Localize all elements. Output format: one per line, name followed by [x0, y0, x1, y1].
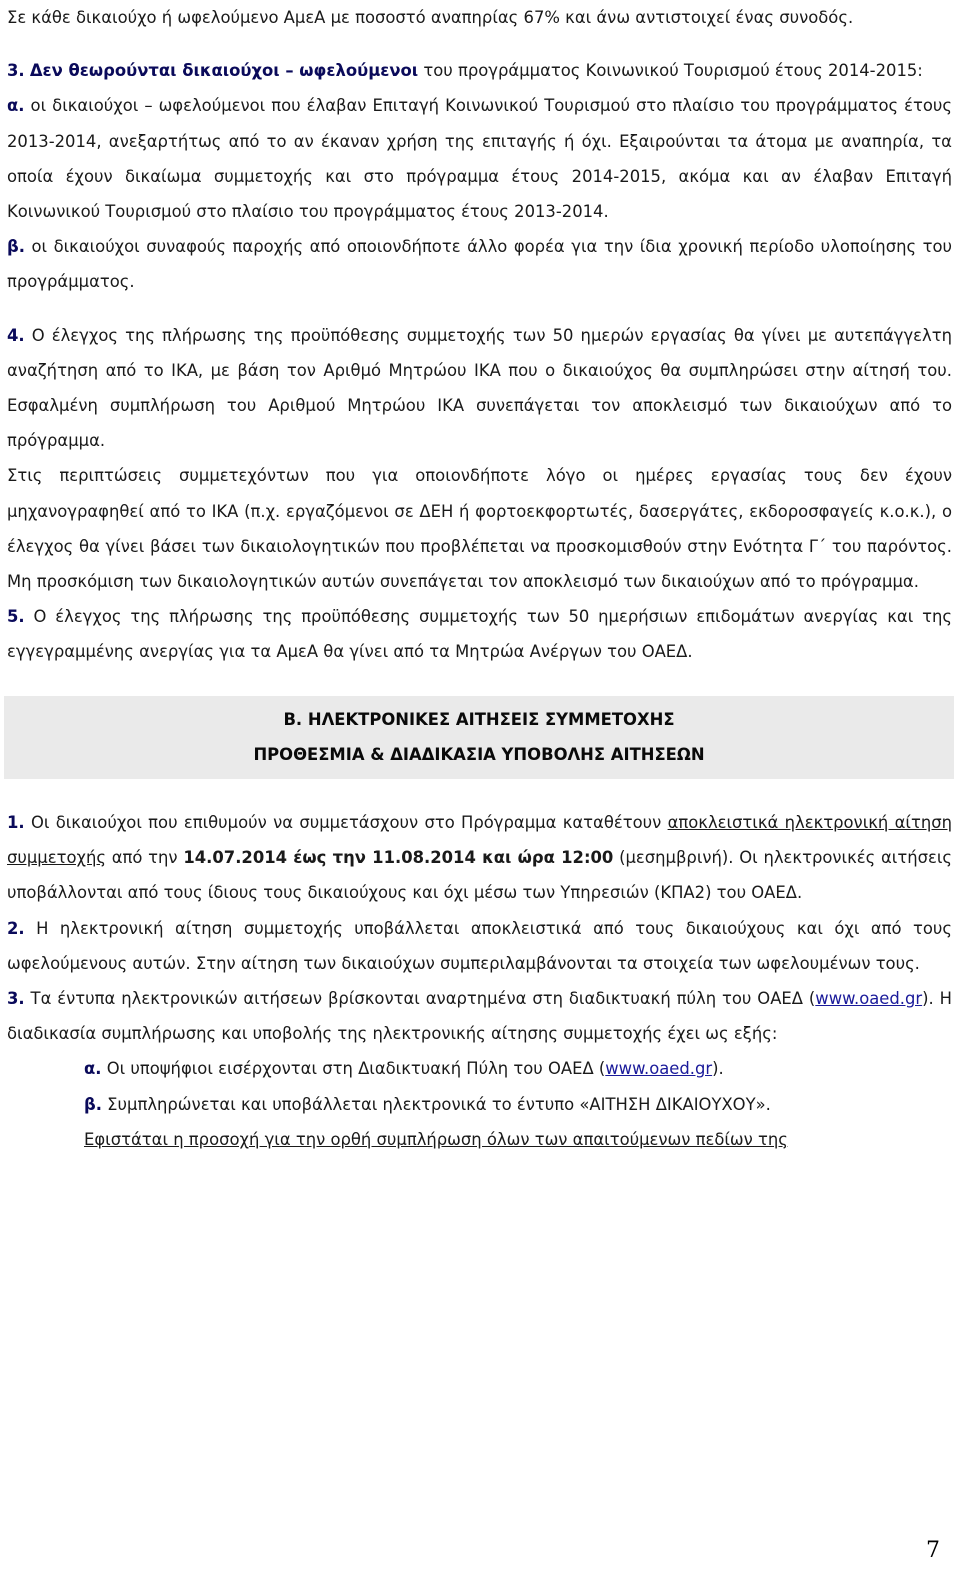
- page-number: 7: [926, 1538, 940, 1563]
- oaed-link[interactable]: www.oaed.gr: [815, 989, 923, 1009]
- section-b2-text: Η ηλεκτρονική αίτηση συμμετοχής υποβάλλεται αποκλειστικά από τους δικαιούχους και όχι από τους ωφελούμενους αυτών. Στην αίτηση των δικαιούχων συμπεριλαμβάνονται τα στοιχεία των ωφελουμένων τους.: [7, 918, 952, 973]
- section-3b-text: οι δικαιούχοι συναφούς παροχής από οποιονδήποτε άλλο φορέα για την ίδια χρονική περίοδο υλοποίησης του προγράμματος.: [7, 237, 952, 292]
- section-4-number: 4.: [7, 325, 25, 345]
- section-3-title: Δεν θεωρούνται δικαιούχοι – ωφελούμενοι: [29, 61, 419, 81]
- section-b1-text-post: (μεσημβρινή). Οι ηλεκτρονικές αιτήσεις υποβάλλονται από τους ίδιους τους δικαιούχους και όχι μέσω των Υπηρεσιών (ΚΠΑ2) του ΟΑΕΔ.: [7, 848, 952, 903]
- section-b1-paragraph: [7, 805, 952, 911]
- section-b3a-paragraph: [7, 1051, 952, 1086]
- section-3-paragraph: [7, 53, 952, 88]
- section-b3b-text: Συμπληρώνεται και υποβάλλεται ηλεκτρονικά το έντυπο «ΑΙΤΗΣΗ ΔΙΚΑΙΟΥΧΟΥ».: [101, 1094, 771, 1114]
- section-b2-number: 2.: [7, 918, 25, 938]
- section-b1-text-pre: Οι δικαιούχοι που επιθυμούν να συμμετάσχουν στο Πρόγραμμα καταθέτουν: [24, 813, 668, 833]
- section-3a-text: οι δικαιούχοι – ωφελούμενοι που έλαβαν Επιταγή Κοινωνικού Τουρισμού στο πλαίσιο του προγράμματος έτους 2013-2014, ανεξαρτήτως από το αν έκαναν χρήση της επιταγής ή όχι. Εξαιρούνται τα άτομα με αναπηρία, τα οποία έχουν δικαίωμα συμμετοχής και στο πρόγραμμα έτους 2014-2015, ακόμα και αν έλαβαν Επιταγή Κοινωνικού Τουρισμού στο πλαίσιο του προγράμματος έτους 2013-2014.: [7, 96, 952, 222]
- section-b3b-label: β.: [84, 1094, 102, 1114]
- section-b3a-text-pre: Οι υποψήφιοι εισέρχονται στη Διαδικτυακή Πύλη του ΟΑΕΔ (: [101, 1059, 606, 1079]
- section-b3-text-post: ). Η διαδικασία συμπλήρωσης και υποβολής της ηλεκτρονικής αίτησης συμμετοχής έχει ως εξής:: [7, 989, 952, 1044]
- section-3-text: του προγράμματος Κοινωνικού Τουρισμού έτους 2014-2015:: [418, 61, 923, 81]
- section-b1-number: 1.: [7, 813, 25, 833]
- section-b1-underlined: αποκλειστικά ηλεκτρονική αίτηση συμμετοχής: [7, 813, 952, 868]
- section-4-text: Ο έλεγχος της πλήρωσης της προϋπόθεσης συμμετοχής των 50 ημερών εργασίας θα γίνει με αυτεπάγγελτη αναζήτηση από το ΙΚΑ, με βάση τον Αριθμό Μητρώου ΙΚΑ που ο δικαιούχος θα συμπληρώσει στην αίτησή του. Εσφαλμένη συμπλήρωση του Αριθμού Μητρώου ΙΚΑ συνεπάγεται τον αποκλεισμό των δικαιούχων από το πρόγραμμα.: [7, 325, 952, 451]
- section-b1-deadline: 14.07.2014 έως την 11.08.2014 και ώρα 12:00: [183, 848, 614, 868]
- section-b3-paragraph: [7, 981, 952, 1051]
- section-3a-label: α.: [7, 96, 25, 116]
- document-page: [7, 0, 952, 1157]
- section-b3-text-pre: Τα έντυπα ηλεκτρονικών αιτήσεων βρίσκονται αναρτημένα στη διαδικτυακή πύλη του ΟΑΕΔ (: [24, 989, 816, 1009]
- section-5-paragraph: [7, 599, 952, 669]
- section-4-paragraph-2: Στις περιπτώσεις συμμετεχόντων που για οποιονδήποτε λόγο οι ημέρες εργασίας τους δεν έχουν μηχανογραφηθεί από το ΙΚΑ (π.χ. εργαζόμενοι σε ΔΕΗ ή φορτοεκφορτωτές, δασεργάτες, εκδοροσφαγείς κ.ο.κ.), ο έλεγχος θα γίνει βάσει των δικαιολογητικών που προβλέπεται να προσκομισθούν στην Ενότητα Γ΄ του παρόντος. Μη προσκόμιση των δικαιολογητικών αυτών συνεπάγεται τον αποκλεισμό των δικαιούχων από το πρόγραμμα.: [7, 466, 952, 592]
- section-5-number: 5.: [7, 607, 25, 627]
- section-3b-paragraph: [7, 229, 952, 299]
- section-b3b-paragraph: [7, 1087, 952, 1157]
- section-4-paragraph: [7, 318, 952, 459]
- section-b-heading-box: [4, 696, 954, 779]
- section-b3a-text-post: ).: [712, 1059, 724, 1079]
- intro-paragraph: Σε κάθε δικαιούχο ή ωφελούμενο ΑμεΑ με ποσοστό αναπηρίας 67% και άνω αντιστοιχεί ένας συνοδός.: [7, 8, 854, 27]
- oaed-link[interactable]: www.oaed.gr: [605, 1059, 713, 1079]
- spacer: [7, 300, 952, 318]
- section-3-number: 3.: [7, 61, 25, 81]
- section-b3-number: 3.: [7, 989, 25, 1009]
- section-3a-paragraph: [7, 88, 952, 229]
- section-b1-text-mid: από την: [105, 848, 184, 868]
- section-5-text: Ο έλεγχος της πλήρωσης της προϋπόθεσης συμμετοχής των 50 ημερήσιων επιδομάτων ανεργίας και της εγγεγραμμένης ανεργίας για τα ΑμεΑ θα γίνει από τα Μητρώα Ανέργων του ΟΑΕΔ.: [7, 607, 952, 662]
- section-b-heading-line-1: Β. ΗΛΕΚΤΡΟΝΙΚΕΣ ΑΙΤΗΣΕΙΣ ΣΥΜΜΕΤΟΧΗΣ: [283, 709, 675, 729]
- section-3b-label: β.: [7, 237, 25, 257]
- section-b3a-label: α.: [84, 1059, 102, 1079]
- spacer: [7, 35, 952, 53]
- section-b3b-underlined: Εφιστάται η προσοχή για την ορθή συμπλήρωση όλων των απαιτούμενων πεδίων της: [84, 1129, 788, 1149]
- section-b2-paragraph: [7, 911, 952, 981]
- section-b-heading-line-2: ΠΡΟΘΕΣΜΙΑ & ΔΙΑΔΙΚΑΣΙΑ ΥΠΟΒΟΛΗΣ ΑΙΤΗΣΕΩΝ: [253, 744, 705, 764]
